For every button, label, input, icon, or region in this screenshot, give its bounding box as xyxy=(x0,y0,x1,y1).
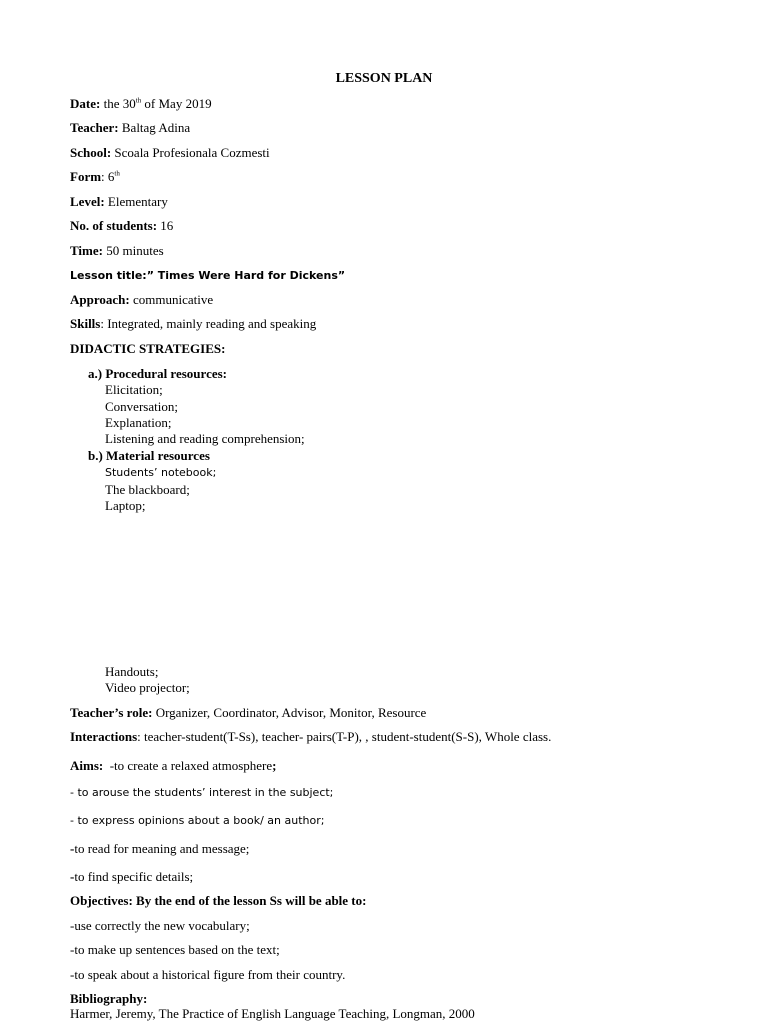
level-line xyxy=(70,194,168,210)
material-item: Students’ notebook; xyxy=(105,466,217,479)
form-suffix: th xyxy=(114,169,120,178)
aims-item xyxy=(70,841,249,857)
time-value: 50 minutes xyxy=(102,243,164,258)
procedural-item: Conversation; xyxy=(105,399,178,414)
material-item: Laptop; xyxy=(105,498,146,513)
skills-label: Skills xyxy=(70,316,101,331)
skills-value: : Integrated, mainly reading and speaking xyxy=(100,316,317,331)
aims-dash: - xyxy=(70,869,75,884)
aims-item: -to create a relaxed atmosphere xyxy=(103,758,273,773)
interactions-value: : teacher-student(T-Ss), teacher- pairs(T-P), , student-student(S-S), Whole class. xyxy=(137,729,552,744)
date-line xyxy=(70,96,212,112)
skills-line xyxy=(70,316,316,332)
aims-item xyxy=(70,869,193,885)
time-line xyxy=(70,243,164,259)
date-value: the 30 xyxy=(100,96,136,111)
bibliography-entry: Harmer, Jeremy, The Practice of English Language Teaching, Longman, 2000 xyxy=(70,1006,475,1021)
form-label: Form xyxy=(70,169,102,184)
bibliography-heading: Bibliography: xyxy=(70,991,148,1006)
form-value: : 6 xyxy=(101,169,115,184)
students-value: 16 xyxy=(157,218,174,233)
material-item: The blackboard; xyxy=(105,482,190,497)
school-value: Scoala Profesionala Cozmesti xyxy=(111,145,270,160)
procedural-label: a.) Procedural resources: xyxy=(88,366,227,381)
procedural-item: Explanation; xyxy=(105,415,172,430)
didactic-heading: DIDACTIC STRATEGIES: xyxy=(70,341,226,356)
material-item: Handouts; xyxy=(105,664,159,679)
interactions-line xyxy=(70,729,551,745)
lesson-title-line: Lesson title:” Times Were Hard for Dickens” xyxy=(70,269,346,282)
approach-line xyxy=(70,292,213,308)
teacher-line xyxy=(70,120,190,136)
approach-label: Approach: xyxy=(70,292,130,307)
aims-label: Aims: xyxy=(70,758,104,773)
date-value-rest: of May 2019 xyxy=(141,96,212,111)
aims-line xyxy=(70,758,276,774)
students-line xyxy=(70,218,173,234)
objective-item: -to make up sentences based on the text; xyxy=(70,942,280,957)
procedural-item: Listening and reading comprehension; xyxy=(105,431,305,446)
aims-item-end: ; xyxy=(272,758,277,773)
date-suffix: th xyxy=(135,96,142,105)
page-title: LESSON PLAN xyxy=(335,71,433,86)
objective-item: -to speak about a historical figure from their country. xyxy=(70,967,346,982)
aims-dash: - xyxy=(70,841,75,856)
aims-item: - to arouse the students’ interest in the subject; xyxy=(70,786,334,799)
role-label: Teacher’s role: xyxy=(70,705,153,720)
objectives-heading: Objectives: By the end of the lesson Ss will be able to: xyxy=(70,893,367,908)
objective-item: -use correctly the new vocabulary; xyxy=(70,918,250,933)
role-value: Organizer, Coordinator, Advisor, Monitor, Resource xyxy=(152,705,427,720)
students-label: No. of students: xyxy=(70,218,158,233)
aims-text: to find specific details; xyxy=(74,869,194,884)
material-label: b.) Material resources xyxy=(88,448,210,463)
school-label: School: xyxy=(70,145,112,160)
interactions-label: Interactions xyxy=(70,729,138,744)
procedural-item: Elicitation; xyxy=(105,382,163,397)
time-label: Time: xyxy=(70,243,103,258)
level-label: Level: xyxy=(70,194,105,209)
teacher-label: Teacher: xyxy=(70,120,119,135)
teacher-value: Baltag Adina xyxy=(118,120,191,135)
level-value: Elementary xyxy=(104,194,168,209)
aims-text: to read for meaning and message; xyxy=(74,841,250,856)
form-line xyxy=(70,169,120,185)
date-label: Date: xyxy=(70,96,101,111)
role-line xyxy=(70,705,426,721)
material-item: Video projector; xyxy=(105,680,190,695)
school-line xyxy=(70,145,270,161)
aims-item: - to express opinions about a book/ an author; xyxy=(70,814,325,827)
approach-value: communicative xyxy=(129,292,214,307)
